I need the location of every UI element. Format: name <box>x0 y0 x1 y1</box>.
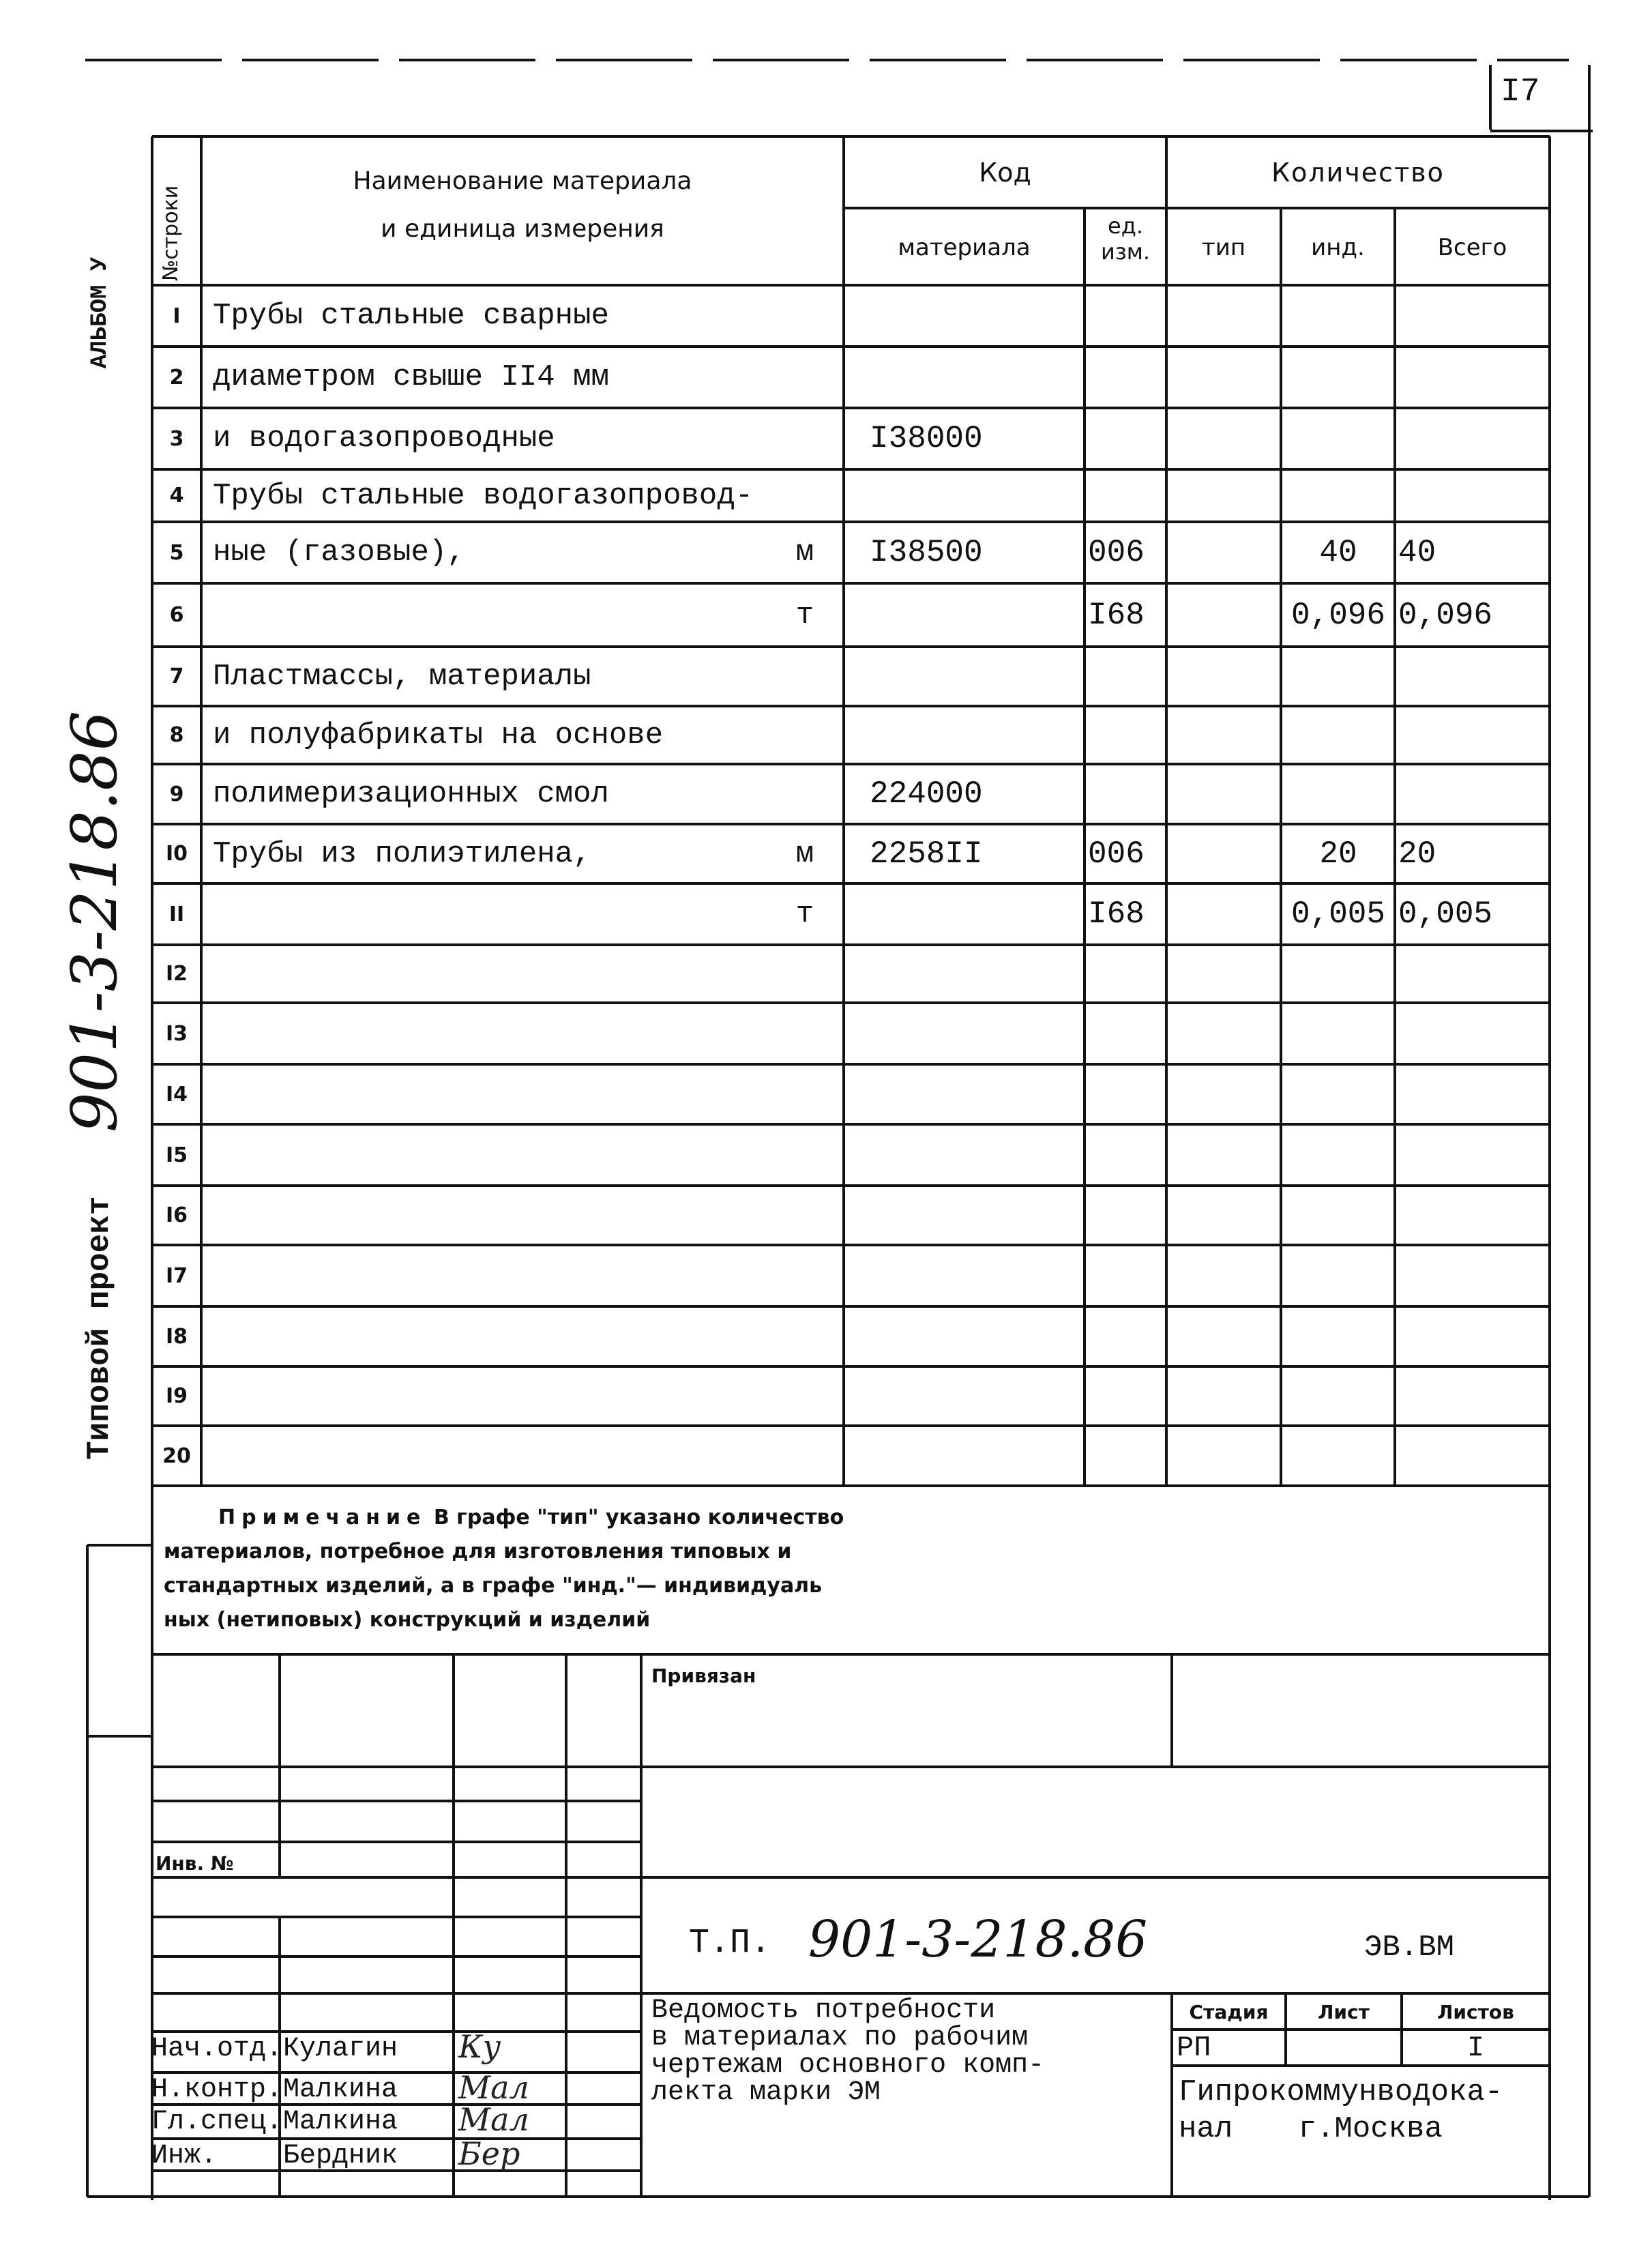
row-qty-type <box>1166 764 1281 824</box>
row-qty-type <box>1166 1186 1281 1245</box>
row-material-name <box>213 1426 772 1486</box>
row-material-name <box>213 945 772 1003</box>
document-title <box>651 1997 1044 2107</box>
row-qty-ind <box>1284 1064 1393 1124</box>
row-qty-type <box>1166 1366 1281 1426</box>
row-material-name: и водогазопроводные <box>213 422 555 456</box>
row-material-code <box>870 1426 1074 1486</box>
tp-code-handwritten: 901-3-218.86 <box>808 1910 1148 1969</box>
row-number: 7 <box>169 664 184 688</box>
row-qty-ind <box>1284 945 1393 1003</box>
row-qty-total <box>1398 1426 1548 1486</box>
row-number: I6 <box>165 1203 188 1227</box>
row-material-name: Трубы из полиэтилена, <box>213 836 591 871</box>
row-number: 2 <box>169 365 184 390</box>
row-qty-total: 20 <box>1398 836 1436 872</box>
row-unit <box>774 647 836 706</box>
row-qty-ind <box>1284 285 1393 347</box>
row-number: 3 <box>169 426 184 451</box>
header-code-unit-line1: ед. <box>1108 213 1143 239</box>
row-qty-total: 0,005 <box>1398 896 1493 932</box>
row-number: II <box>168 902 185 926</box>
row-unit <box>774 1064 836 1124</box>
row-material-code <box>870 1186 1074 1245</box>
row-material-name: и полуфабрикаты на основе <box>213 718 664 752</box>
row-unit-code <box>1088 1003 1163 1064</box>
note-line-4: ных (нетиповых) конструкций и изделий <box>164 1608 651 1632</box>
row-unit-code <box>1088 764 1163 824</box>
row-material-name <box>213 1003 772 1064</box>
signer-name: Кулагин <box>283 2033 398 2064</box>
signer-role: Н.контр. <box>151 2074 283 2105</box>
row-unit-code <box>1088 647 1163 706</box>
row-qty-total <box>1398 706 1548 764</box>
tp-label: Т.П. <box>689 1924 771 1963</box>
row-unit-code <box>1088 285 1163 347</box>
row-number: 8 <box>169 723 184 747</box>
row-unit <box>774 408 836 469</box>
signer-role: Нач.отд. <box>151 2033 283 2064</box>
signer-name: Малкина <box>283 2106 398 2137</box>
header-row-number: №строки <box>159 185 183 281</box>
row-number: I7 <box>165 1263 188 1288</box>
row-unit-code: 006 <box>1088 836 1145 872</box>
row-unit <box>774 1426 836 1486</box>
row-material-name <box>213 1186 772 1245</box>
row-material-code: 2258II <box>870 836 983 872</box>
organization-line-2-text: нал <box>1179 2112 1233 2146</box>
row-unit-code: I68 <box>1088 896 1145 932</box>
document-mark: ЭВ.ВМ <box>1364 1931 1455 1965</box>
row-material-name <box>213 1064 772 1124</box>
row-number: I4 <box>165 1082 188 1107</box>
row-unit-code: I68 <box>1088 597 1145 633</box>
row-material-name <box>213 1124 772 1186</box>
row-material-code <box>870 1366 1074 1426</box>
row-qty-type <box>1166 347 1281 408</box>
row-qty-total <box>1398 408 1548 469</box>
header-qty-group: Количество <box>1271 157 1445 188</box>
signer-signature: Ку <box>458 2028 501 2065</box>
row-qty-ind <box>1284 1186 1393 1245</box>
row-qty-type <box>1166 883 1281 945</box>
row-material-name: полимеризационных смол <box>213 777 609 811</box>
row-qty-total <box>1398 285 1548 347</box>
row-material-name <box>213 1245 772 1306</box>
row-unit <box>774 1306 836 1366</box>
row-number: I5 <box>165 1143 188 1167</box>
row-qty-total <box>1398 764 1548 824</box>
row-unit-code <box>1088 945 1163 1003</box>
row-qty-ind <box>1284 469 1393 522</box>
row-unit <box>774 285 836 347</box>
row-material-name: ные (газовые), <box>213 536 465 570</box>
row-number: I2 <box>165 962 188 986</box>
row-material-code <box>870 647 1074 706</box>
header-qty-ind: инд. <box>1311 233 1365 261</box>
row-qty-total <box>1398 1245 1548 1306</box>
project-code-handwritten: 901-3-218.86 <box>58 710 131 1132</box>
row-qty-type <box>1166 1003 1281 1064</box>
header-name-line1: Наименование материала <box>353 166 692 195</box>
row-material-name <box>213 1366 772 1426</box>
row-number: I0 <box>165 842 188 866</box>
row-qty-type <box>1166 1245 1281 1306</box>
signer-name: Малкина <box>283 2074 398 2105</box>
row-qty-ind <box>1284 347 1393 408</box>
sheets-value: I <box>1466 2032 1485 2064</box>
row-qty-ind <box>1284 1306 1393 1366</box>
row-unit <box>774 706 836 764</box>
row-unit <box>774 945 836 1003</box>
organization-line-1: Гипрокоммунводока- <box>1179 2075 1503 2109</box>
row-qty-ind <box>1284 1124 1393 1186</box>
row-number: 4 <box>169 484 184 508</box>
row-material-name: Пластмассы, материалы <box>213 659 591 694</box>
row-material-code <box>870 583 1074 647</box>
row-number: 20 <box>162 1444 191 1468</box>
sheet-label: Лист <box>1318 2000 1370 2023</box>
row-number: 9 <box>169 782 184 806</box>
header-code-unit <box>1085 213 1166 265</box>
inventory-number-label: Инв. № <box>156 1852 234 1875</box>
row-qty-total <box>1398 1124 1548 1186</box>
row-qty-type <box>1166 1064 1281 1124</box>
row-qty-ind <box>1284 1366 1393 1426</box>
note-line-2: материалов, потребное для изготовления типовых и <box>164 1540 792 1564</box>
row-qty-total <box>1398 647 1548 706</box>
row-material-code: 224000 <box>870 776 983 812</box>
row-material-name <box>213 1306 772 1366</box>
signer-signature: Бер <box>458 2135 520 2172</box>
signer-role: Гл.спец. <box>151 2106 283 2137</box>
row-qty-ind: 20 <box>1319 836 1357 872</box>
row-qty-ind <box>1284 1003 1393 1064</box>
organization-city: г.Москва <box>1298 2112 1443 2146</box>
note-line-1 <box>164 1501 844 1535</box>
row-qty-type <box>1166 408 1281 469</box>
row-material-code: I38000 <box>870 421 983 456</box>
row-unit <box>774 1186 836 1245</box>
organization-line-2 <box>1179 2111 1503 2148</box>
row-qty-ind: 0,096 <box>1290 597 1386 633</box>
row-qty-type <box>1166 285 1281 347</box>
stage-value: РП <box>1177 2032 1211 2064</box>
signer-signature: Мал <box>458 2069 529 2106</box>
row-material-code <box>870 469 1074 522</box>
row-unit-code <box>1088 347 1163 408</box>
note-lead: Примечание <box>218 1506 427 1529</box>
page-number: I7 <box>1501 74 1540 111</box>
title-line-3: чертежам основного комп- <box>651 2050 1045 2081</box>
row-material-code <box>870 1124 1074 1186</box>
row-qty-ind <box>1284 408 1393 469</box>
row-qty-type <box>1166 945 1281 1003</box>
row-number: I3 <box>165 1021 188 1046</box>
note-line-3: стандартных изделий, а в графе "инд."— индивидуаль <box>164 1574 823 1598</box>
row-unit-code <box>1088 706 1163 764</box>
row-material-code <box>870 706 1074 764</box>
row-unit <box>774 1245 836 1306</box>
header-name-line2: и единица измерения <box>381 214 664 243</box>
row-qty-total <box>1398 469 1548 522</box>
row-qty-total <box>1398 347 1548 408</box>
row-material-code <box>870 1064 1074 1124</box>
note-line-1-text: В графе "тип" указано количество <box>433 1506 844 1529</box>
row-qty-type <box>1166 706 1281 764</box>
privyazan-label: Привязан <box>651 1665 756 1687</box>
row-material-code <box>870 285 1074 347</box>
row-qty-total <box>1398 1366 1548 1426</box>
signer-role: Инж. <box>151 2140 218 2171</box>
row-material-name: диаметром свыше II4 мм <box>213 360 609 394</box>
row-number: 6 <box>169 603 184 627</box>
header-code-material: материала <box>898 233 1031 261</box>
row-unit: т <box>795 897 814 931</box>
sheet-value <box>1286 2031 1402 2065</box>
project-label: Типовой проект <box>82 1196 117 1460</box>
row-qty-total: 40 <box>1398 535 1436 570</box>
row-number: I8 <box>165 1324 188 1349</box>
row-number: I9 <box>165 1384 188 1408</box>
row-unit-code <box>1088 1426 1163 1486</box>
row-unit <box>774 347 836 408</box>
row-material-code <box>870 1003 1074 1064</box>
row-unit-code <box>1088 1064 1163 1124</box>
row-unit-code <box>1088 1186 1163 1245</box>
row-unit-code <box>1088 1306 1163 1366</box>
row-unit: м <box>795 836 814 871</box>
row-qty-total <box>1398 945 1548 1003</box>
row-qty-type <box>1166 824 1281 883</box>
row-unit-code <box>1088 1245 1163 1306</box>
title-line-2: в материалах по рабочим <box>651 2023 1029 2053</box>
row-material-code <box>870 1306 1074 1366</box>
row-number: 5 <box>169 540 184 565</box>
title-line-1: Ведомость потребности <box>651 1995 996 2026</box>
row-unit: м <box>795 536 814 570</box>
row-qty-ind <box>1284 1426 1393 1486</box>
row-material-name <box>213 883 772 945</box>
row-qty-type <box>1166 1426 1281 1486</box>
row-unit <box>774 469 836 522</box>
row-qty-type <box>1166 1306 1281 1366</box>
row-qty-type <box>1166 647 1281 706</box>
row-qty-ind <box>1284 764 1393 824</box>
row-unit-code <box>1088 469 1163 522</box>
row-unit <box>774 1124 836 1186</box>
row-qty-type <box>1166 469 1281 522</box>
row-unit-code <box>1088 408 1163 469</box>
row-material-code <box>870 347 1074 408</box>
row-material-name: Трубы стальные водогазопровод- <box>213 478 754 513</box>
row-qty-total <box>1398 1186 1548 1245</box>
row-qty-ind <box>1284 647 1393 706</box>
row-qty-ind <box>1284 1245 1393 1306</box>
row-material-name: Трубы стальные сварные <box>213 299 609 333</box>
row-material-code: I38500 <box>870 535 983 570</box>
organization <box>1179 2074 1503 2148</box>
row-material-name <box>213 583 772 647</box>
note-block <box>164 1501 844 1637</box>
row-material-code <box>870 883 1074 945</box>
row-qty-total <box>1398 1306 1548 1366</box>
row-unit: т <box>795 598 814 632</box>
signer-name: Бердник <box>283 2140 398 2171</box>
row-qty-ind: 40 <box>1319 535 1357 570</box>
sheets-label: Листов <box>1437 2000 1514 2023</box>
row-unit-code: 006 <box>1088 535 1145 570</box>
row-qty-type <box>1166 583 1281 647</box>
album-label: АЛЬБОМ У <box>87 257 113 368</box>
header-code-group: Код <box>979 157 1031 188</box>
row-qty-total <box>1398 1003 1548 1064</box>
row-qty-total <box>1398 1064 1548 1124</box>
row-qty-type <box>1166 522 1281 583</box>
row-unit <box>774 1003 836 1064</box>
row-qty-type <box>1166 1124 1281 1186</box>
row-material-code <box>870 1245 1074 1306</box>
header-qty-type: тип <box>1201 233 1246 261</box>
row-number: I <box>173 304 181 328</box>
row-qty-total: 0,096 <box>1398 597 1493 633</box>
row-unit-code <box>1088 1124 1163 1186</box>
row-unit <box>774 1366 836 1426</box>
row-material-code <box>870 945 1074 1003</box>
row-qty-ind: 0,005 <box>1290 896 1386 932</box>
row-unit-code <box>1088 1366 1163 1426</box>
signer-signature: Мал <box>458 2101 529 2138</box>
stage-label: Стадия <box>1189 2000 1269 2023</box>
row-unit <box>774 764 836 824</box>
title-line-4: лекта марки ЭМ <box>651 2077 881 2108</box>
header-code-unit-line2: изм. <box>1100 239 1151 265</box>
row-qty-ind <box>1284 706 1393 764</box>
header-qty-total: Всего <box>1437 233 1507 261</box>
